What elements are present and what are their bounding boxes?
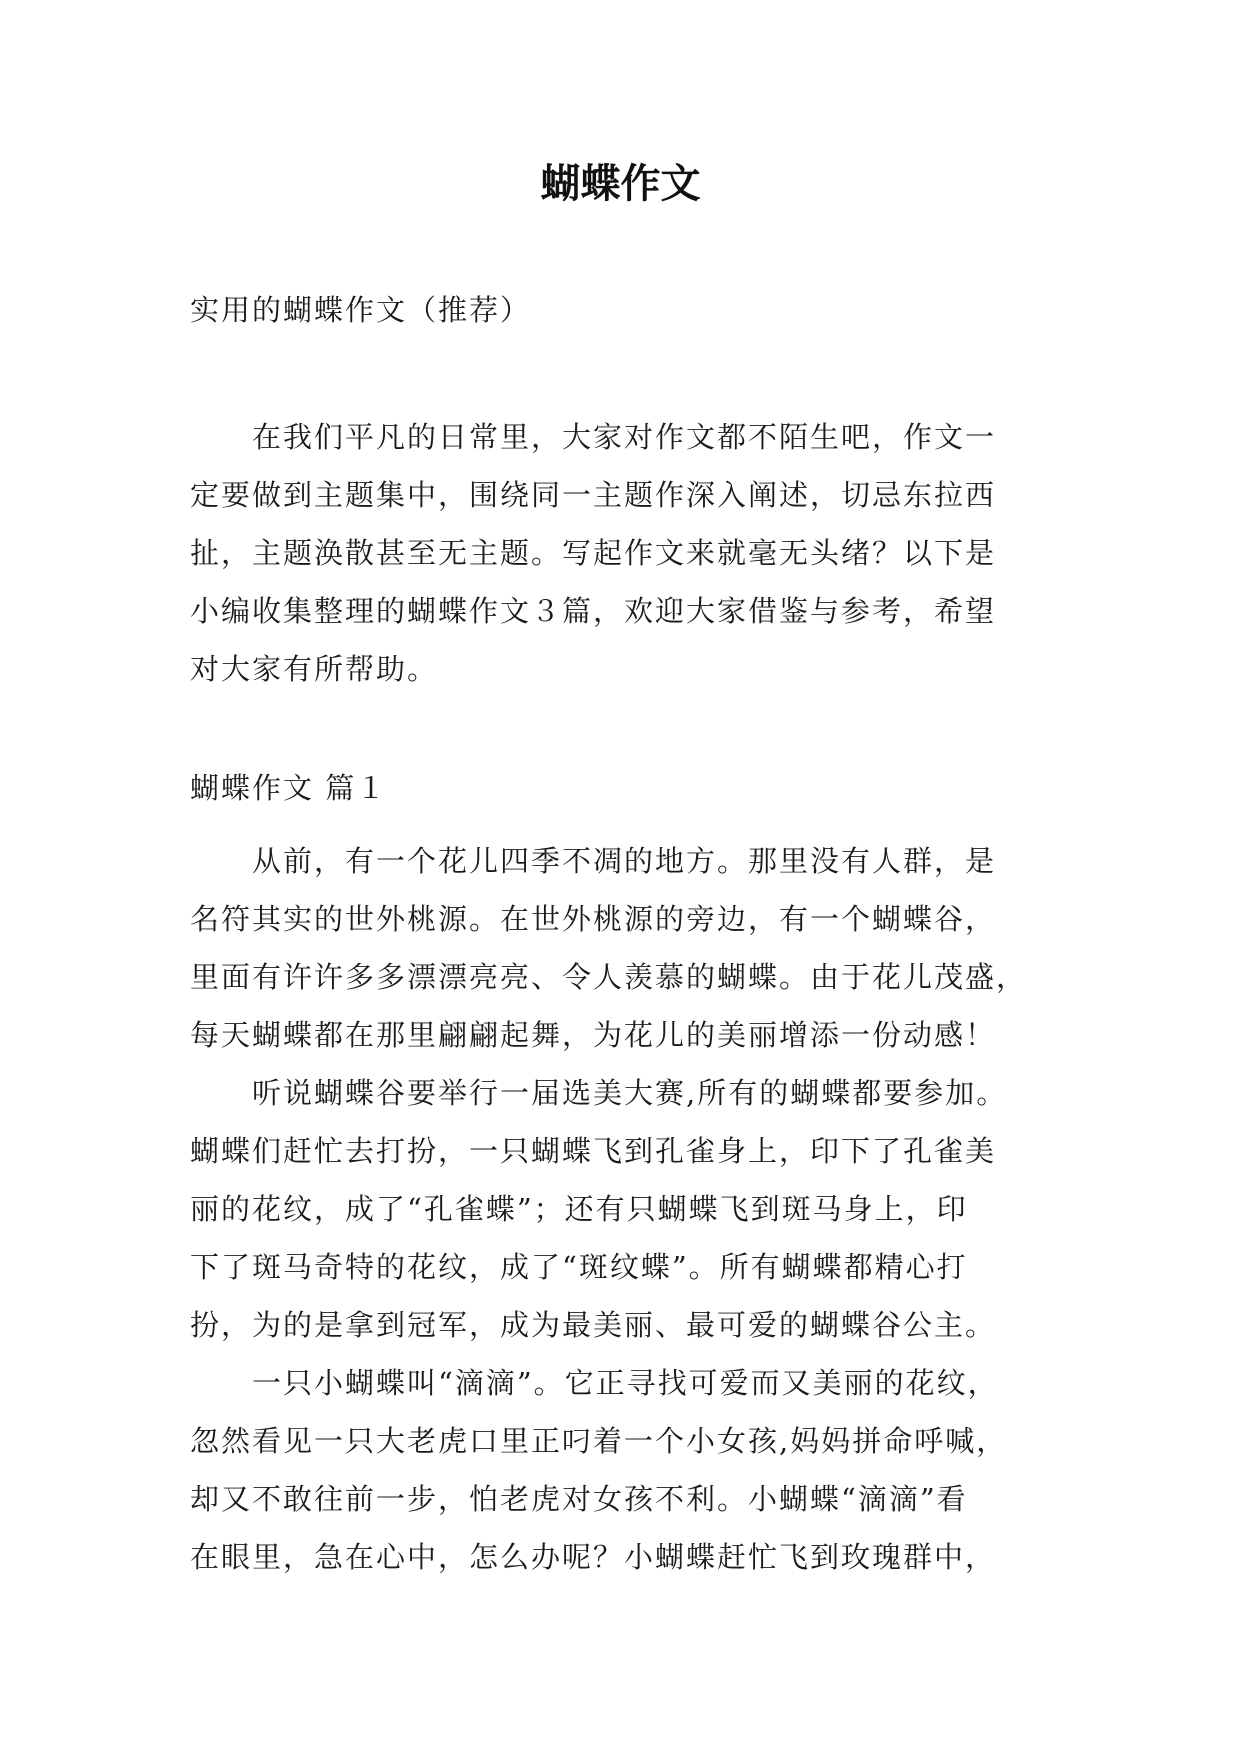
body-line: 里面有许许多多漂漂亮亮、令人羡慕的蝴蝶。由于花儿茂盛， (190, 960, 1028, 994)
intro-line: 在我们平凡的日常里，大家对作文都不陌生吧，作文一 (252, 420, 997, 454)
intro-paragraph (190, 408, 1050, 698)
document-subtitle: 实用的蝴蝶作文（推荐） (190, 293, 532, 327)
body-line: 扮，为的是拿到冠军，成为最美丽、最可爱的蝴蝶谷公主。 (190, 1308, 997, 1342)
body-line: 每天蝴蝶都在那里翩翩起舞，为花儿的美丽增添一份动感！ (190, 1018, 997, 1052)
document-body (190, 290, 1050, 1586)
body-line: 却又不敢往前一步，怕老虎对女孩不利。小蝴蝶“滴滴”看 (190, 1482, 968, 1516)
body-line: 一只小蝴蝶叫“滴滴”。它正寻找可爱而又美丽的花纹， (252, 1366, 999, 1400)
body-line: 听说蝴蝶谷要举行一届选美大赛,所有的蝴蝶都要参加。 (252, 1076, 1008, 1110)
intro-line: 扯，主题涣散甚至无主题。写起作文来就毫无头绪？以下是 (190, 536, 997, 570)
body-line: 从前，有一个花儿四季不凋的地方。那里没有人群，是 (252, 844, 997, 878)
section-heading: 蝴蝶作文 篇１ (190, 771, 388, 805)
essay-body (190, 832, 1050, 1586)
body-line: 名符其实的世外桃源。在世外桃源的旁边，有一个蝴蝶谷， (190, 902, 997, 936)
intro-line: 定要做到主题集中，围绕同一主题作深入阐述，切忌东拉西 (190, 478, 997, 512)
intro-line: 小编收集整理的蝴蝶作文３篇，欢迎大家借鉴与参考，希望 (190, 594, 997, 628)
body-line: 在眼里，急在心中，怎么办呢？小蝴蝶赶忙飞到玫瑰群中， (190, 1540, 997, 1574)
body-line: 蝴蝶们赶忙去打扮，一只蝴蝶飞到孔雀身上，印下了孔雀美 (190, 1134, 997, 1168)
body-line: 下了斑马奇特的花纹，成了“斑纹蝶”。所有蝴蝶都精心打 (190, 1250, 968, 1284)
body-line: 丽的花纹，成了“孔雀蝶”；还有只蝴蝶飞到斑马身上，印 (190, 1192, 968, 1226)
body-line: 忽然看见一只大老虎口里正叼着一个小女孩,妈妈拼命呼喊， (190, 1424, 1008, 1458)
intro-line: 对大家有所帮助。 (190, 652, 439, 686)
document-title: 蝴蝶作文 (540, 161, 701, 207)
